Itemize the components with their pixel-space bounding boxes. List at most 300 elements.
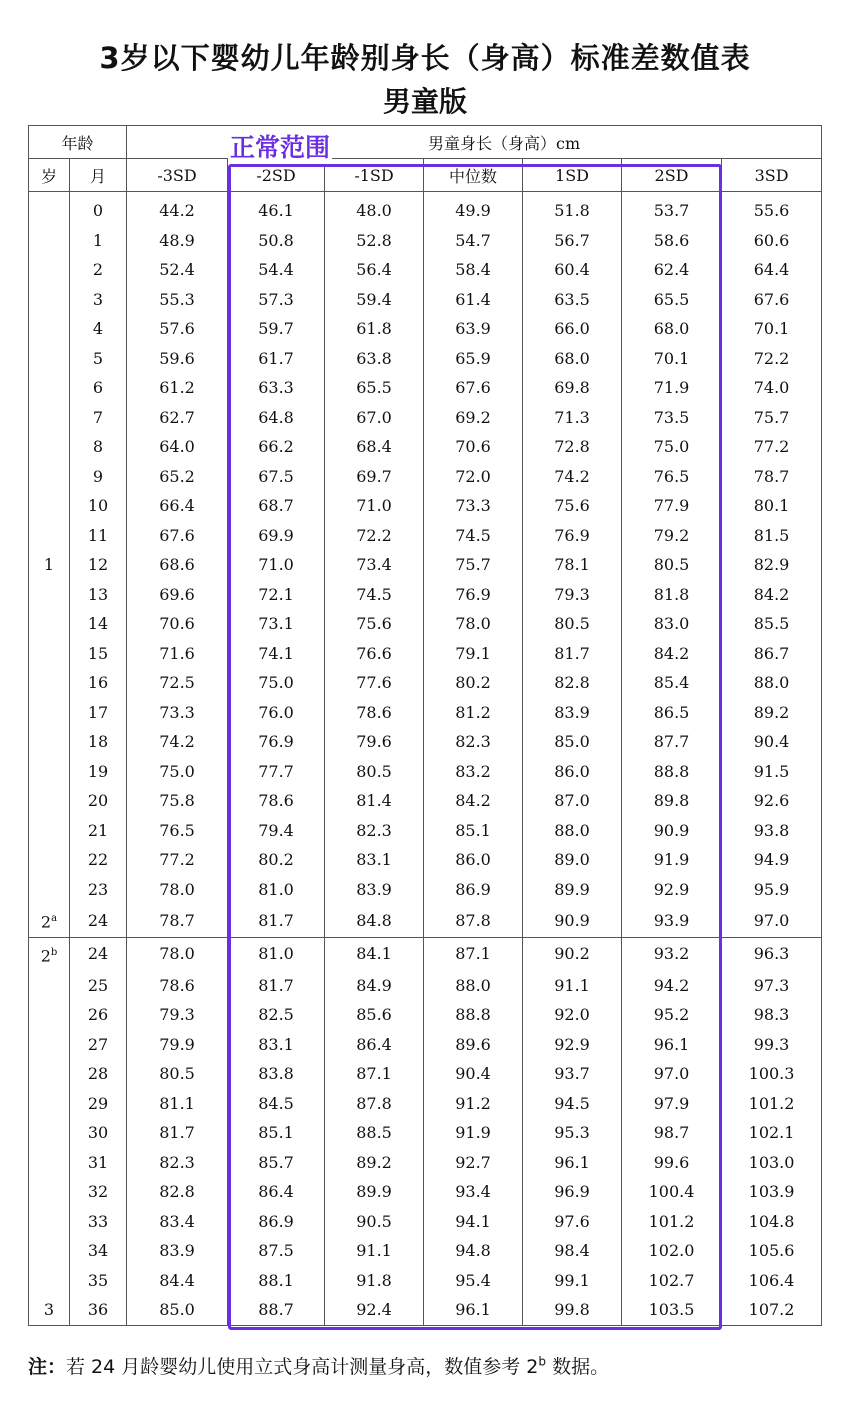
cell-neg3sd: 66.4 <box>127 491 228 521</box>
cell-3sd: 103.9 <box>722 1177 822 1207</box>
cell-3sd: 98.3 <box>722 1000 822 1030</box>
cell-month: 21 <box>70 816 127 846</box>
cell-month: 20 <box>70 786 127 816</box>
cell-neg3sd: 83.9 <box>127 1236 228 1266</box>
year-cell <box>29 403 70 433</box>
year-cell <box>29 1030 70 1060</box>
cell-month: 6 <box>70 373 127 403</box>
cell-3sd: 104.8 <box>722 1207 822 1237</box>
table-row <box>29 521 822 551</box>
cell-3sd: 90.4 <box>722 727 822 757</box>
col-header-neg3sd: -3SD <box>127 159 228 192</box>
table-row <box>29 580 822 610</box>
cell-2sd: 62.4 <box>622 255 722 285</box>
cell-month: 29 <box>70 1089 127 1119</box>
year-cell: 3 <box>29 1295 70 1325</box>
cell-month: 35 <box>70 1266 127 1296</box>
cell-2sd: 96.1 <box>622 1030 722 1060</box>
table-row <box>29 285 822 315</box>
year-cell <box>29 1118 70 1148</box>
cell-2sd: 71.9 <box>622 373 722 403</box>
cell-month: 36 <box>70 1295 127 1325</box>
cell-neg3sd: 75.0 <box>127 757 228 787</box>
cell-1sd: 88.0 <box>523 816 622 846</box>
cell-neg2sd: 72.1 <box>228 580 325 610</box>
cell-median: 80.2 <box>424 668 523 698</box>
cell-neg1sd: 91.8 <box>325 1266 424 1296</box>
cell-median: 83.2 <box>424 757 523 787</box>
col-header-3sd: 3SD <box>722 159 822 192</box>
table-row <box>29 1118 822 1148</box>
cell-neg2sd: 68.7 <box>228 491 325 521</box>
year-cell <box>29 580 70 610</box>
cell-neg2sd: 84.5 <box>228 1089 325 1119</box>
cell-median: 89.6 <box>424 1030 523 1060</box>
year-cell <box>29 757 70 787</box>
cell-median: 74.5 <box>424 521 523 551</box>
table-row <box>29 1000 822 1030</box>
footnote-text: 若 24 月龄婴幼儿使用立式身高计测量身高，数值参考 2 <box>66 1356 539 1378</box>
cell-neg3sd: 78.6 <box>127 971 228 1001</box>
cell-2sd: 77.9 <box>622 491 722 521</box>
cell-month: 23 <box>70 875 127 905</box>
cell-neg1sd: 59.4 <box>325 285 424 315</box>
cell-neg1sd: 71.0 <box>325 491 424 521</box>
cell-1sd: 60.4 <box>523 255 622 285</box>
cell-median: 94.8 <box>424 1236 523 1266</box>
cell-1sd: 95.3 <box>523 1118 622 1148</box>
cell-2sd: 99.6 <box>622 1148 722 1178</box>
cell-median: 54.7 <box>424 226 523 256</box>
cell-neg1sd: 89.2 <box>325 1148 424 1178</box>
col-header-1sd: 1SD <box>523 159 622 192</box>
cell-neg3sd: 68.6 <box>127 550 228 580</box>
cell-2sd: 81.8 <box>622 580 722 610</box>
cell-neg3sd: 55.3 <box>127 285 228 315</box>
cell-median: 65.9 <box>424 344 523 374</box>
cell-neg1sd: 89.9 <box>325 1177 424 1207</box>
cell-median: 49.9 <box>424 192 523 226</box>
cell-neg1sd: 52.8 <box>325 226 424 256</box>
cell-3sd: 105.6 <box>722 1236 822 1266</box>
col-header-median: 中位数 <box>424 159 523 192</box>
cell-3sd: 94.9 <box>722 845 822 875</box>
cell-neg2sd: 81.0 <box>228 875 325 905</box>
cell-month: 30 <box>70 1118 127 1148</box>
table-row <box>29 1148 822 1178</box>
month-header: 月 <box>70 159 127 192</box>
cell-neg2sd: 86.4 <box>228 1177 325 1207</box>
cell-median: 94.1 <box>424 1207 523 1237</box>
cell-median: 88.0 <box>424 971 523 1001</box>
cell-1sd: 51.8 <box>523 192 622 226</box>
year-cell <box>29 937 70 970</box>
cell-neg3sd: 75.8 <box>127 786 228 816</box>
table-row <box>29 937 822 970</box>
cell-1sd: 74.2 <box>523 462 622 492</box>
cell-month: 1 <box>70 226 127 256</box>
cell-neg3sd: 78.0 <box>127 875 228 905</box>
cell-neg3sd: 78.7 <box>127 904 228 937</box>
cell-neg3sd: 52.4 <box>127 255 228 285</box>
cell-neg3sd: 83.4 <box>127 1207 228 1237</box>
table-row <box>29 757 822 787</box>
cell-1sd: 91.1 <box>523 971 622 1001</box>
cell-neg3sd: 82.8 <box>127 1177 228 1207</box>
table-row <box>29 1177 822 1207</box>
cell-neg2sd: 79.4 <box>228 816 325 846</box>
cell-neg2sd: 66.2 <box>228 432 325 462</box>
cell-neg1sd: 87.8 <box>325 1089 424 1119</box>
table-row <box>29 255 822 285</box>
cell-month: 16 <box>70 668 127 698</box>
cell-2sd: 88.8 <box>622 757 722 787</box>
year-cell <box>29 226 70 256</box>
cell-neg1sd: 85.6 <box>325 1000 424 1030</box>
cell-neg1sd: 84.9 <box>325 971 424 1001</box>
col-header-neg1sd: -1SD <box>325 159 424 192</box>
cell-2sd: 90.9 <box>622 816 722 846</box>
cell-2sd: 85.4 <box>622 668 722 698</box>
cell-2sd: 93.9 <box>622 904 722 937</box>
table-row <box>29 432 822 462</box>
table-row <box>29 639 822 669</box>
cell-month: 13 <box>70 580 127 610</box>
cell-2sd: 100.4 <box>622 1177 722 1207</box>
cell-month: 15 <box>70 639 127 669</box>
cell-median: 67.6 <box>424 373 523 403</box>
cell-3sd: 86.7 <box>722 639 822 669</box>
normal-range-label: 正常范围 <box>228 128 332 164</box>
cell-month: 8 <box>70 432 127 462</box>
cell-1sd: 71.3 <box>523 403 622 433</box>
cell-2sd: 76.5 <box>622 462 722 492</box>
cell-neg1sd: 79.6 <box>325 727 424 757</box>
cell-neg2sd: 76.9 <box>228 727 325 757</box>
cell-2sd: 94.2 <box>622 971 722 1001</box>
table-row <box>29 1059 822 1089</box>
cell-median: 76.9 <box>424 580 523 610</box>
cell-2sd: 75.0 <box>622 432 722 462</box>
cell-neg1sd: 91.1 <box>325 1236 424 1266</box>
cell-neg3sd: 72.5 <box>127 668 228 698</box>
table-row <box>29 845 822 875</box>
cell-3sd: 101.2 <box>722 1089 822 1119</box>
cell-neg1sd: 68.4 <box>325 432 424 462</box>
cell-median: 86.0 <box>424 845 523 875</box>
cell-median: 88.8 <box>424 1000 523 1030</box>
cell-month: 34 <box>70 1236 127 1266</box>
cell-month: 26 <box>70 1000 127 1030</box>
cell-3sd: 89.2 <box>722 698 822 728</box>
cell-2sd: 101.2 <box>622 1207 722 1237</box>
cell-3sd: 107.2 <box>722 1295 822 1325</box>
cell-2sd: 93.2 <box>622 937 722 970</box>
cell-median: 79.1 <box>424 639 523 669</box>
cell-neg2sd: 86.9 <box>228 1207 325 1237</box>
table-row <box>29 904 822 937</box>
cell-1sd: 87.0 <box>523 786 622 816</box>
cell-neg3sd: 79.3 <box>127 1000 228 1030</box>
cell-neg1sd: 81.4 <box>325 786 424 816</box>
cell-3sd: 70.1 <box>722 314 822 344</box>
cell-neg3sd: 73.3 <box>127 698 228 728</box>
year-cell <box>29 462 70 492</box>
cell-2sd: 91.9 <box>622 845 722 875</box>
cell-3sd: 55.6 <box>722 192 822 226</box>
cell-2sd: 53.7 <box>622 192 722 226</box>
year-cell <box>29 1089 70 1119</box>
footnote-suffix: 数据。 <box>546 1356 610 1378</box>
year-cell <box>29 285 70 315</box>
cell-median: 69.2 <box>424 403 523 433</box>
cell-month: 10 <box>70 491 127 521</box>
table-row <box>29 1236 822 1266</box>
col-header-neg2sd: -2SD <box>228 159 325 192</box>
cell-neg2sd: 46.1 <box>228 192 325 226</box>
cell-1sd: 82.8 <box>523 668 622 698</box>
table-row <box>29 1089 822 1119</box>
cell-neg2sd: 75.0 <box>228 668 325 698</box>
table-row <box>29 1030 822 1060</box>
year-label-2a-sup: a <box>51 913 58 924</box>
cell-median: 91.9 <box>424 1118 523 1148</box>
cell-neg1sd: 87.1 <box>325 1059 424 1089</box>
cell-2sd: 65.5 <box>622 285 722 315</box>
cell-neg3sd: 82.3 <box>127 1148 228 1178</box>
cell-2sd: 102.0 <box>622 1236 722 1266</box>
cell-neg2sd: 80.2 <box>228 845 325 875</box>
cell-median: 91.2 <box>424 1089 523 1119</box>
cell-2sd: 98.7 <box>622 1118 722 1148</box>
cell-neg2sd: 74.1 <box>228 639 325 669</box>
cell-1sd: 93.7 <box>523 1059 622 1089</box>
cell-neg3sd: 71.6 <box>127 639 228 669</box>
cell-3sd: 95.9 <box>722 875 822 905</box>
cell-neg1sd: 48.0 <box>325 192 424 226</box>
cell-neg1sd: 74.5 <box>325 580 424 610</box>
year-cell <box>29 727 70 757</box>
cell-3sd: 60.6 <box>722 226 822 256</box>
cell-neg1sd: 84.8 <box>325 904 424 937</box>
cell-3sd: 97.0 <box>722 904 822 937</box>
cell-month: 31 <box>70 1148 127 1178</box>
cell-neg2sd: 57.3 <box>228 285 325 315</box>
cell-2sd: 87.7 <box>622 727 722 757</box>
cell-month: 2 <box>70 255 127 285</box>
cell-neg1sd: 80.5 <box>325 757 424 787</box>
cell-month: 4 <box>70 314 127 344</box>
cell-2sd: 97.0 <box>622 1059 722 1089</box>
cell-1sd: 79.3 <box>523 580 622 610</box>
page-subtitle: 男童版 <box>382 85 467 118</box>
year-cell <box>29 609 70 639</box>
cell-2sd: 86.5 <box>622 698 722 728</box>
cell-3sd: 91.5 <box>722 757 822 787</box>
year-cell <box>29 639 70 669</box>
table-row <box>29 462 822 492</box>
cell-3sd: 64.4 <box>722 255 822 285</box>
cell-median: 84.2 <box>424 786 523 816</box>
table-body <box>29 192 822 1326</box>
cell-3sd: 75.7 <box>722 403 822 433</box>
cell-neg2sd: 59.7 <box>228 314 325 344</box>
cell-neg2sd: 50.8 <box>228 226 325 256</box>
cell-neg1sd: 67.0 <box>325 403 424 433</box>
cell-neg3sd: 57.6 <box>127 314 228 344</box>
cell-2sd: 84.2 <box>622 639 722 669</box>
cell-neg2sd: 67.5 <box>228 462 325 492</box>
cell-1sd: 85.0 <box>523 727 622 757</box>
cell-neg1sd: 83.9 <box>325 875 424 905</box>
cell-3sd: 67.6 <box>722 285 822 315</box>
cell-month: 25 <box>70 971 127 1001</box>
table-row <box>29 727 822 757</box>
cell-1sd: 92.9 <box>523 1030 622 1060</box>
cell-neg3sd: 84.4 <box>127 1266 228 1296</box>
cell-3sd: 84.2 <box>722 580 822 610</box>
table-row <box>29 344 822 374</box>
cell-month: 33 <box>70 1207 127 1237</box>
cell-neg3sd: 81.7 <box>127 1118 228 1148</box>
cell-3sd: 96.3 <box>722 937 822 970</box>
cell-median: 63.9 <box>424 314 523 344</box>
cell-month: 3 <box>70 285 127 315</box>
cell-median: 72.0 <box>424 462 523 492</box>
table-row <box>29 875 822 905</box>
cell-neg3sd: 80.5 <box>127 1059 228 1089</box>
cell-neg2sd: 82.5 <box>228 1000 325 1030</box>
cell-1sd: 89.9 <box>523 875 622 905</box>
cell-2sd: 97.9 <box>622 1089 722 1119</box>
page-title: 3岁以下婴幼儿年龄别身长（身高）标准差数值表 <box>99 41 751 75</box>
cell-median: 92.7 <box>424 1148 523 1178</box>
cell-neg1sd: 78.6 <box>325 698 424 728</box>
cell-neg2sd: 85.1 <box>228 1118 325 1148</box>
cell-median: 90.4 <box>424 1059 523 1089</box>
cell-median: 61.4 <box>424 285 523 315</box>
cell-neg3sd: 62.7 <box>127 403 228 433</box>
cell-1sd: 97.6 <box>523 1207 622 1237</box>
cell-median: 81.2 <box>424 698 523 728</box>
length-group-label: 男童身长（身高）cm <box>427 133 581 153</box>
cell-1sd: 66.0 <box>523 314 622 344</box>
cell-1sd: 81.7 <box>523 639 622 669</box>
cell-2sd: 79.2 <box>622 521 722 551</box>
cell-neg3sd: 81.1 <box>127 1089 228 1119</box>
year-header: 岁 <box>29 159 70 192</box>
cell-month: 17 <box>70 698 127 728</box>
cell-median: 93.4 <box>424 1177 523 1207</box>
cell-median: 78.0 <box>424 609 523 639</box>
table-row <box>29 192 822 226</box>
year-cell <box>29 904 70 937</box>
age-header: 年龄 <box>29 126 127 159</box>
cell-1sd: 69.8 <box>523 373 622 403</box>
cell-neg1sd: 86.4 <box>325 1030 424 1060</box>
cell-3sd: 93.8 <box>722 816 822 846</box>
cell-1sd: 78.1 <box>523 550 622 580</box>
cell-2sd: 58.6 <box>622 226 722 256</box>
cell-1sd: 96.9 <box>523 1177 622 1207</box>
cell-3sd: 77.2 <box>722 432 822 462</box>
cell-neg1sd: 56.4 <box>325 255 424 285</box>
cell-neg1sd: 72.2 <box>325 521 424 551</box>
cell-neg2sd: 88.1 <box>228 1266 325 1296</box>
table-row <box>29 816 822 846</box>
cell-1sd: 89.0 <box>523 845 622 875</box>
cell-1sd: 72.8 <box>523 432 622 462</box>
cell-1sd: 80.5 <box>523 609 622 639</box>
cell-1sd: 99.1 <box>523 1266 622 1296</box>
cell-3sd: 72.2 <box>722 344 822 374</box>
cell-2sd: 92.9 <box>622 875 722 905</box>
year-cell <box>29 373 70 403</box>
year-cell <box>29 875 70 905</box>
cell-median: 82.3 <box>424 727 523 757</box>
cell-3sd: 106.4 <box>722 1266 822 1296</box>
year-cell <box>29 1000 70 1030</box>
table-row <box>29 1266 822 1296</box>
cell-1sd: 83.9 <box>523 698 622 728</box>
cell-month: 19 <box>70 757 127 787</box>
year-cell <box>29 314 70 344</box>
year-cell <box>29 344 70 374</box>
cell-3sd: 88.0 <box>722 668 822 698</box>
cell-neg2sd: 81.0 <box>228 937 325 970</box>
table-row <box>29 668 822 698</box>
cell-neg2sd: 81.7 <box>228 904 325 937</box>
table-row <box>29 373 822 403</box>
cell-month: 32 <box>70 1177 127 1207</box>
cell-1sd: 68.0 <box>523 344 622 374</box>
cell-neg3sd: 78.0 <box>127 937 228 970</box>
cell-neg3sd: 67.6 <box>127 521 228 551</box>
cell-neg1sd: 77.6 <box>325 668 424 698</box>
cell-2sd: 95.2 <box>622 1000 722 1030</box>
cell-1sd: 94.5 <box>523 1089 622 1119</box>
cell-median: 70.6 <box>424 432 523 462</box>
cell-2sd: 103.5 <box>622 1295 722 1325</box>
table-row <box>29 491 822 521</box>
cell-2sd: 70.1 <box>622 344 722 374</box>
year-cell <box>29 845 70 875</box>
cell-2sd: 73.5 <box>622 403 722 433</box>
table-row <box>29 1207 822 1237</box>
cell-1sd: 92.0 <box>523 1000 622 1030</box>
year-cell <box>29 668 70 698</box>
cell-neg3sd: 48.9 <box>127 226 228 256</box>
table-row <box>29 226 822 256</box>
cell-3sd: 80.1 <box>722 491 822 521</box>
cell-3sd: 74.0 <box>722 373 822 403</box>
cell-neg3sd: 74.2 <box>127 727 228 757</box>
year-cell <box>29 1148 70 1178</box>
cell-month: 28 <box>70 1059 127 1089</box>
cell-month: 27 <box>70 1030 127 1060</box>
col-header-2sd: 2SD <box>622 159 722 192</box>
cell-neg2sd: 81.7 <box>228 971 325 1001</box>
cell-neg1sd: 63.8 <box>325 344 424 374</box>
cell-3sd: 103.0 <box>722 1148 822 1178</box>
cell-month: 24 <box>70 937 127 970</box>
cell-neg3sd: 77.2 <box>127 845 228 875</box>
year-cell <box>29 816 70 846</box>
table-row <box>29 550 822 580</box>
year-label-2b-sup: b <box>50 946 58 958</box>
cell-neg2sd: 87.5 <box>228 1236 325 1266</box>
cell-1sd: 56.7 <box>523 226 622 256</box>
